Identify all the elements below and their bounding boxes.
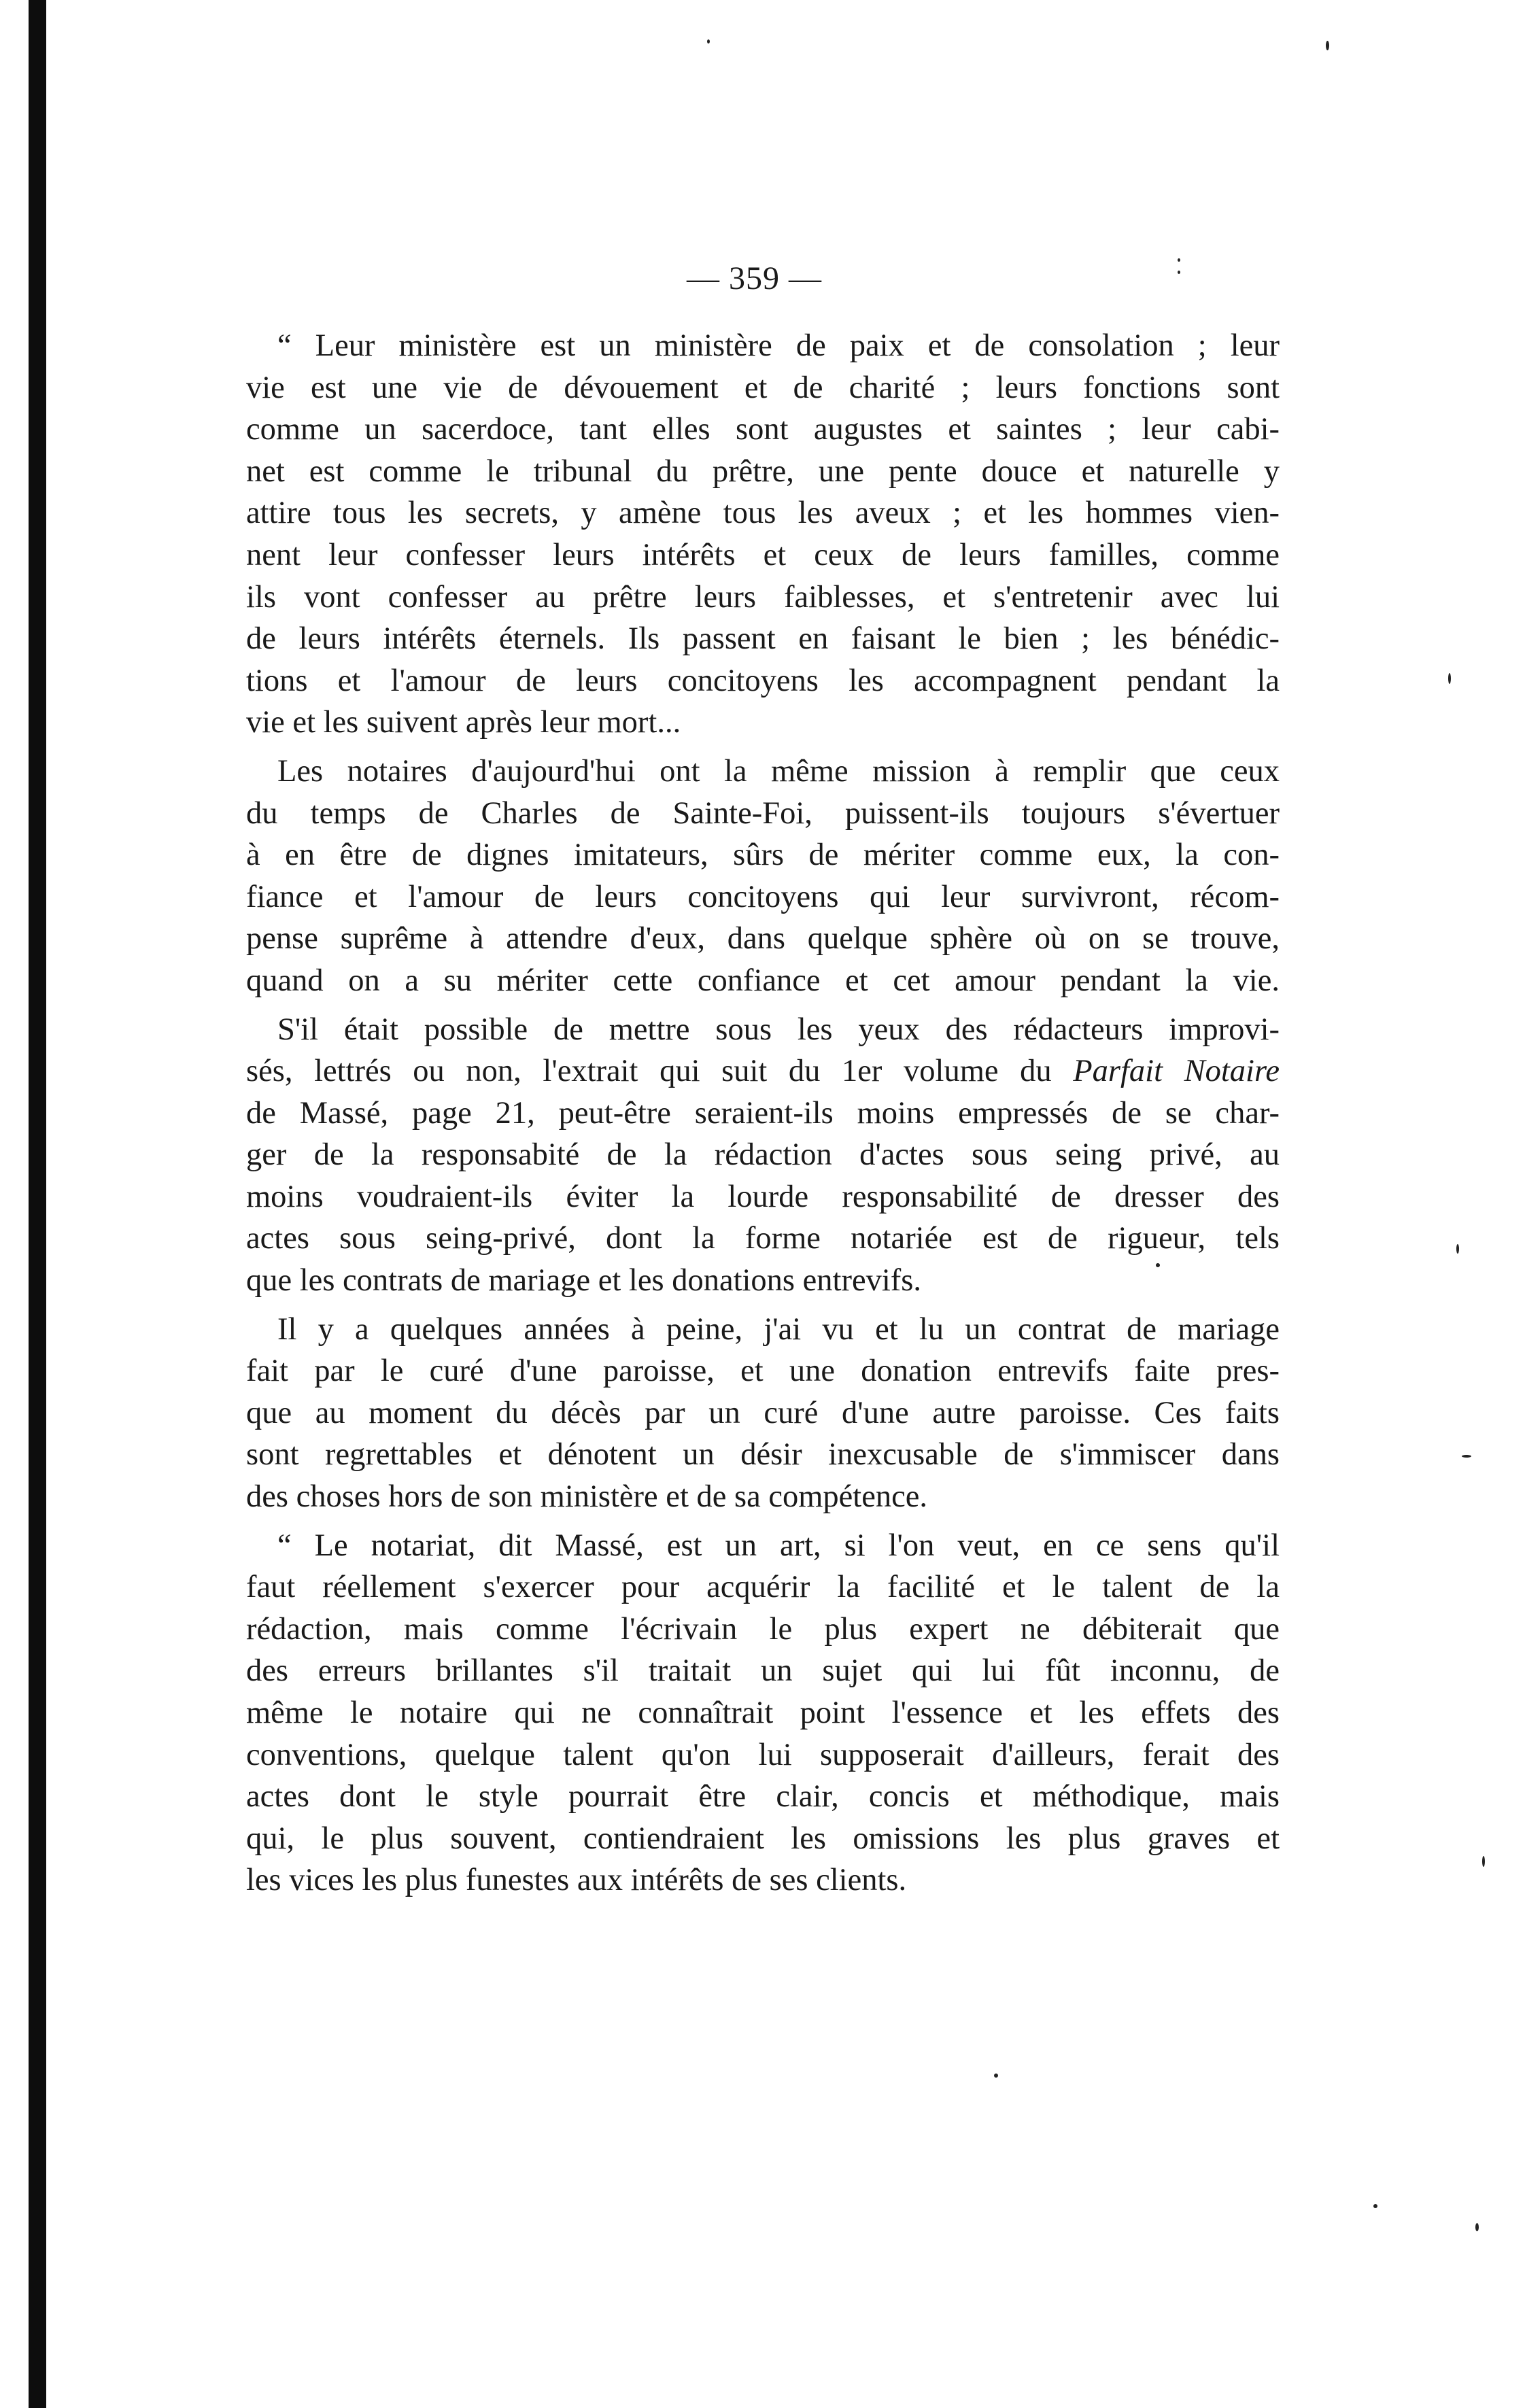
book-title: Parfait Notaire [1073, 1054, 1280, 1089]
paragraph-1 [246, 325, 1280, 744]
text-line [246, 1050, 1280, 1093]
text-line: S'il était possible de mettre sous les yeux des rédacteurs improvi- [277, 1012, 1280, 1047]
text-line: actes sous seing-privé, dont la forme notariée est de rigueur, tels [246, 1221, 1280, 1256]
page-number: — 359 — [687, 260, 822, 296]
text-line: rédaction, mais comme l'écrivain le plus expert ne débiterait que [246, 1611, 1280, 1647]
text-line: vie et les suivent après leur mort... [246, 705, 681, 740]
text-line: tions et l'amour de leurs concitoyens les accompagnent pendant la [246, 663, 1280, 698]
ink-speck [1373, 2204, 1377, 2208]
text-line: quand on a su mériter cette confiance et cet amour pendant la vie. [246, 963, 1280, 998]
text-line: que au moment du décès par un curé d'une autre paroisse. Ces faits [246, 1395, 1280, 1430]
ink-speck [1462, 1455, 1471, 1458]
ink-speck [1482, 1856, 1485, 1867]
text-line: Il y a quelques années à peine, j'ai vu et lu un contrat de mariage [277, 1311, 1280, 1347]
ink-speck [1178, 271, 1180, 274]
text-line: “ Le notariat, dit Massé, est un art, si l'on veut, en ce sens qu'il [277, 1528, 1280, 1563]
text-line: vie est une vie de dévouement et de charité ; leurs fonctions sont [246, 370, 1280, 405]
paragraph-3 [246, 1009, 1280, 1302]
text-line: attire tous les secrets, y amène tous les aveux ; et les hommes vien- [246, 496, 1280, 531]
text-line: “ Leur ministère est un ministère de paix et de consolation ; leur [277, 328, 1280, 363]
text-line: à en être de dignes imitateurs, sûrs de mériter comme eux, la con- [246, 838, 1280, 873]
text-line: faut réellement s'exercer pour acquérir la facilité et le talent de la [246, 1570, 1280, 1605]
ink-speck [1456, 1244, 1459, 1254]
text-line: pense suprême à attendre d'eux, dans quelque sphère où on se trouve, [246, 921, 1280, 957]
text-line: que les contrats de mariage et les donations entrevifs. [246, 1263, 921, 1298]
text-line: même le notaire qui ne connaîtrait point l'essence et les effets des [246, 1696, 1280, 1730]
ink-speck [994, 2074, 998, 2078]
ink-speck [1178, 258, 1180, 262]
ink-speck [707, 39, 710, 44]
text-line: nent leur confesser leurs intérêts et ceux de leurs familles, comme [246, 537, 1280, 572]
text-line: comme un sacerdoce, tant elles sont augustes et saintes ; leur cabi- [246, 412, 1280, 447]
text-fragment: sés, lettrés ou non, l'extrait qui suit du 1er volume du [246, 1054, 1074, 1089]
text-line: du temps de Charles de Sainte-Foi, puissent-ils toujours s'évertuer [246, 795, 1280, 831]
text-line: moins voudraient-ils éviter la lourde responsabilité de dresser des [246, 1179, 1280, 1214]
text-line: Les notaires d'aujourd'hui ont la même mission à remplir que ceux [277, 753, 1280, 789]
ink-speck [1326, 41, 1329, 50]
ink-speck [1448, 673, 1451, 684]
text-line: qui, le plus souvent, contiendraient les omissions les plus graves et [246, 1821, 1280, 1856]
paragraph-4 [246, 1309, 1280, 1518]
text-line: actes dont le style pourrait être clair, concis et méthodique, mais [246, 1779, 1280, 1814]
paragraph-2 [246, 751, 1280, 1002]
text-line: fiance et l'amour de leurs concitoyens qui leur survivront, récom- [246, 879, 1280, 914]
text-line: de Massé, page 21, peut-être seraient-ils moins empressés de se char- [246, 1095, 1280, 1131]
text-line: ils vont confesser au prêtre leurs faiblesses, et s'entretenir avec lui [246, 579, 1280, 615]
page-binding-edge [29, 0, 46, 2408]
page-body [246, 325, 1280, 1908]
paragraph-5 [246, 1525, 1280, 1902]
ink-speck [1475, 2223, 1479, 2231]
text-line: ger de la responsabité de la rédaction d'actes sous seing privé, au [246, 1137, 1280, 1173]
text-line: des choses hors de son ministère et de sa compétence. [246, 1479, 928, 1515]
text-line: de leurs intérêts éternels. Ils passent en faisant le bien ; les bénédic- [246, 621, 1280, 657]
text-line: conventions, quelque talent qu'on lui supposerait d'ailleurs, ferait des [246, 1737, 1280, 1772]
text-line: les vices les plus funestes aux intérêts de ses clients. [246, 1863, 907, 1898]
text-line: fait par le curé d'une paroisse, et une donation entrevifs faite pres- [246, 1354, 1280, 1389]
text-line: net est comme le tribunal du prêtre, une pente douce et naturelle y [246, 453, 1280, 489]
text-line: des erreurs brillantes s'il traitait un sujet qui lui fût inconnu, de [246, 1653, 1280, 1689]
text-line: sont regrettables et dénotent un désir inexcusable de s'immiscer dans [246, 1437, 1280, 1473]
